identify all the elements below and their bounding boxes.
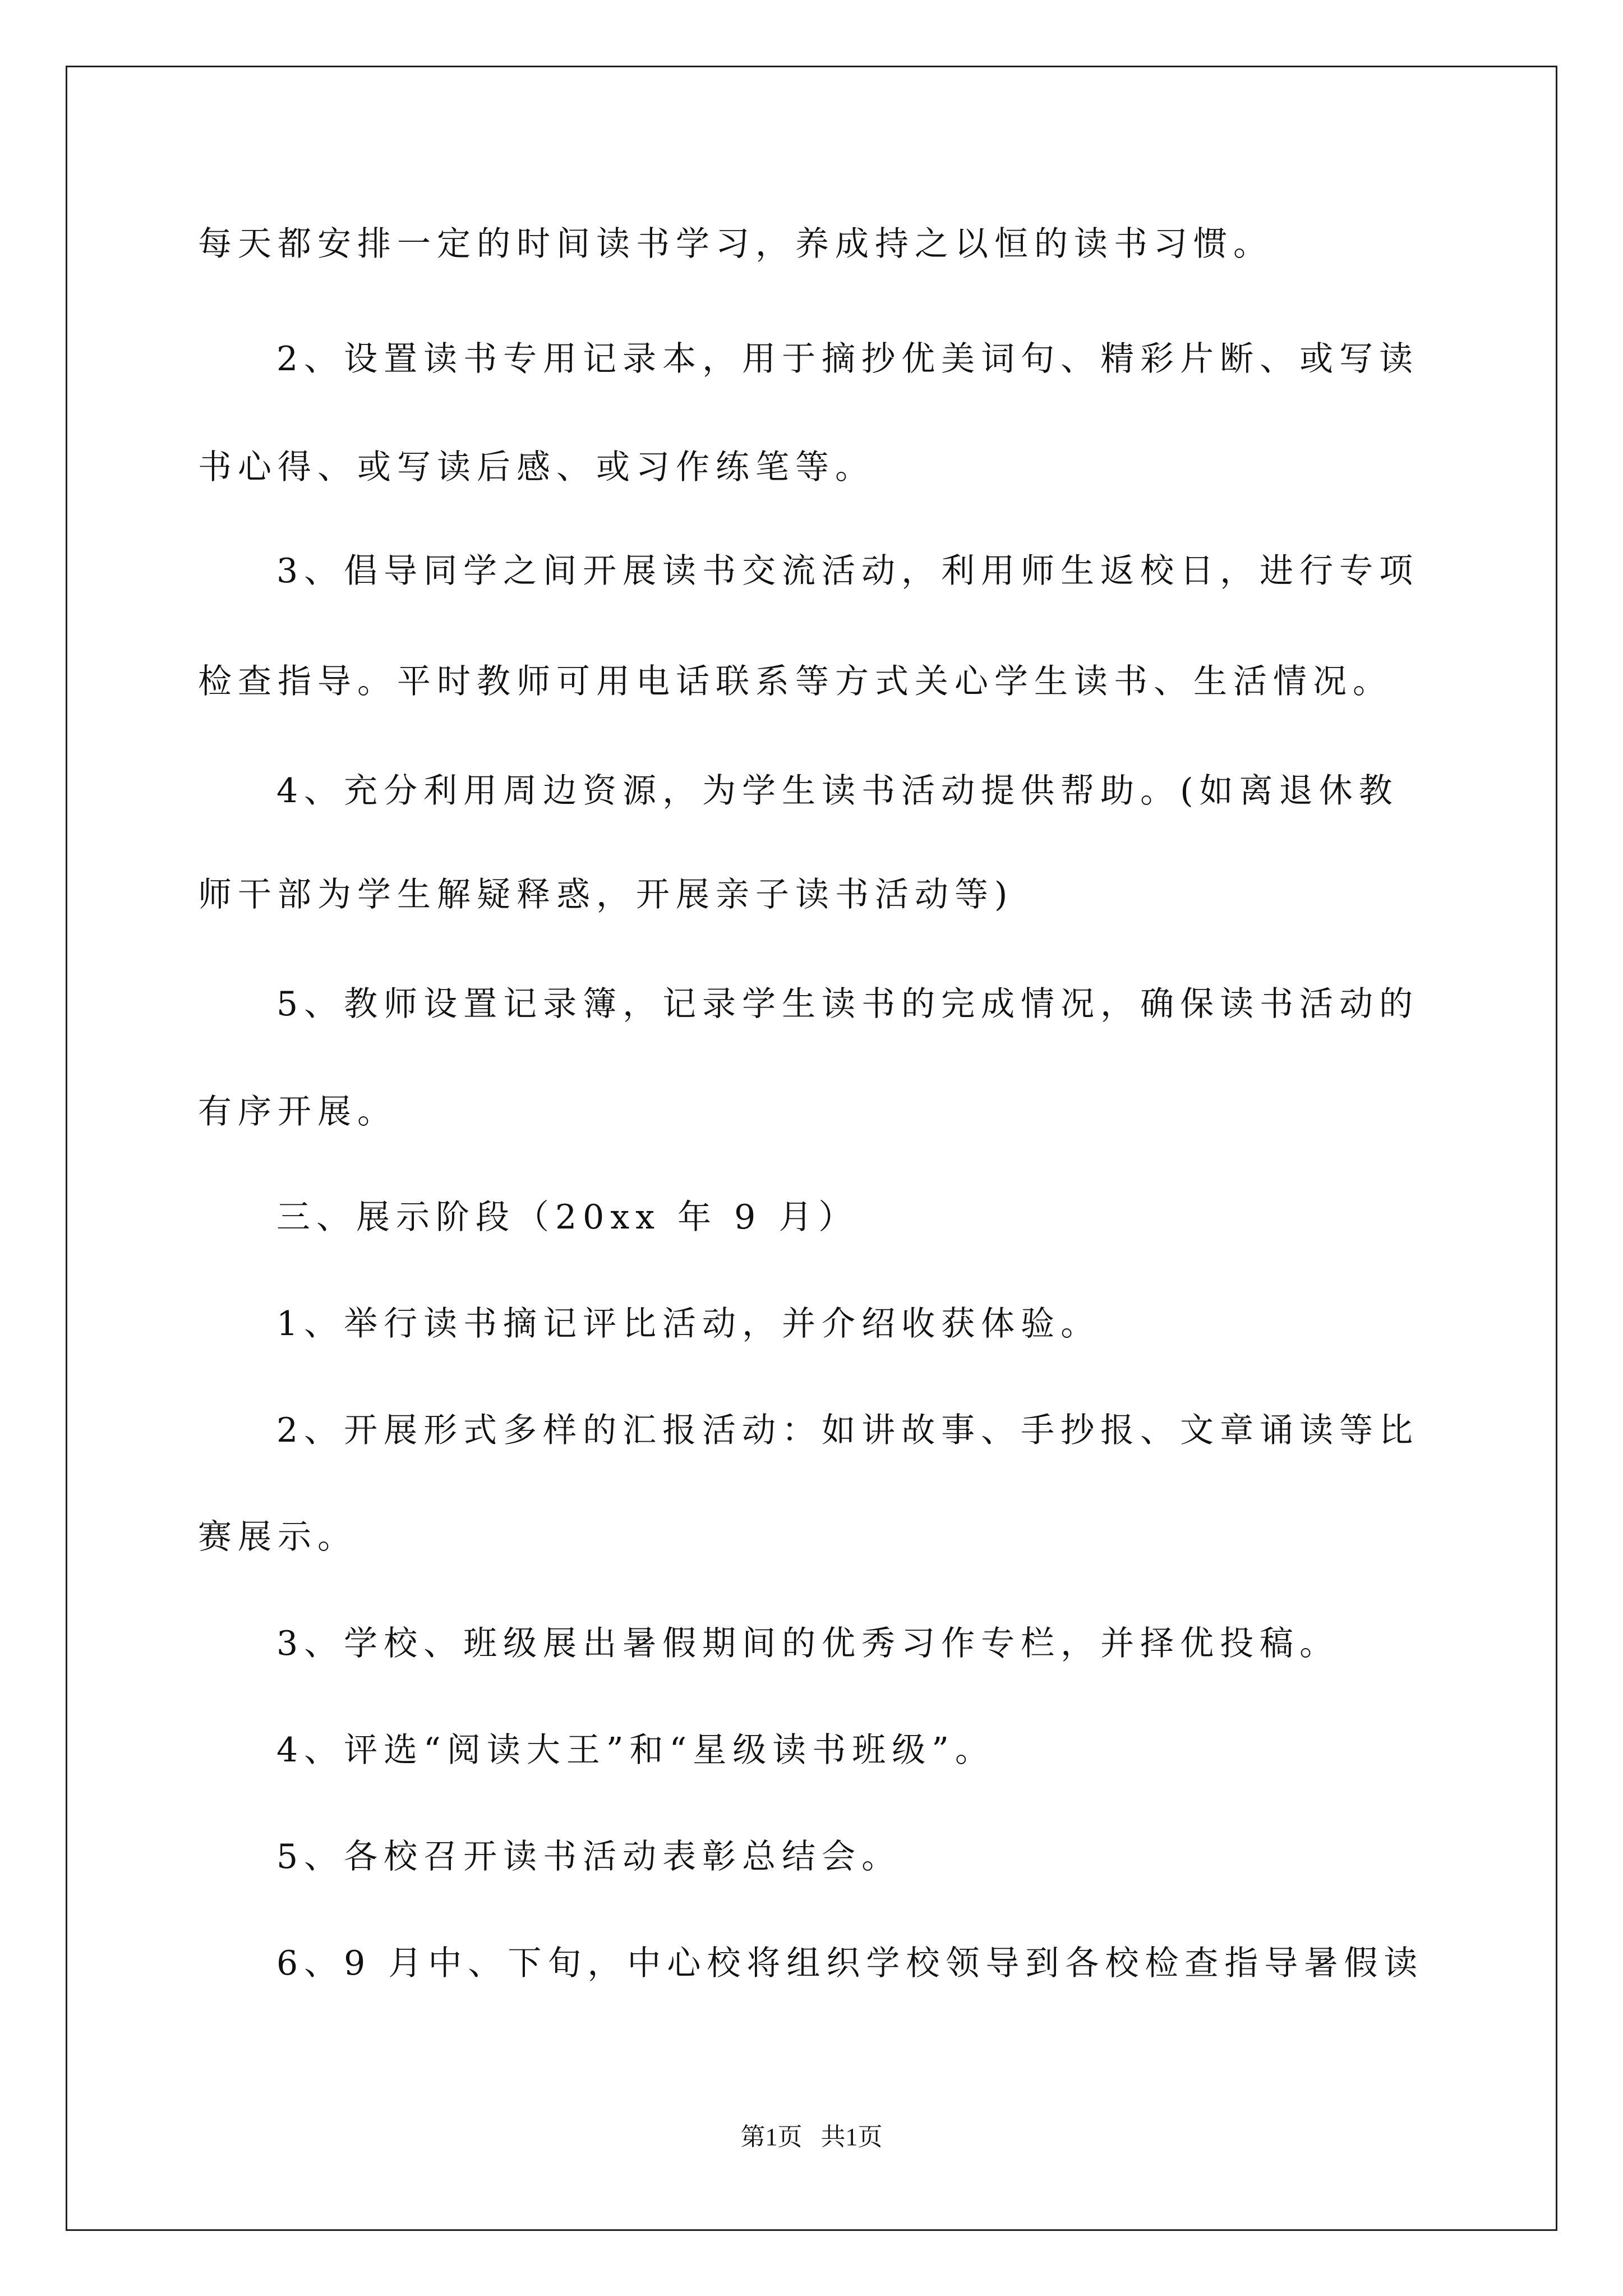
page-border (66, 66, 1557, 2231)
body-line-16: 5、各校召开读书活动表彰总结会。 (276, 1837, 902, 1876)
body-line-7: 师干部为学生解疑释惑，开展亲子读书活动等) (198, 875, 1014, 914)
body-line-3: 书心得、或写读后感、或习作练笔等。 (198, 448, 875, 487)
body-line-9: 有序开展。 (198, 1092, 397, 1131)
body-line-13: 赛展示。 (198, 1517, 357, 1557)
body-line-6: 4、充分利用周边资源，为学生读书活动提供帮助。(如离退休教 (276, 771, 1399, 811)
body-line-4: 3、倡导同学之间开展读书交流活动，利用师生返校日，进行专项 (276, 551, 1419, 591)
body-line-11: 1、举行读书摘记评比活动，并介绍收获体验。 (276, 1304, 1101, 1343)
body-line-8: 5、教师设置记录簿，记录学生读书的完成情况，确保读书活动的 (276, 984, 1419, 1024)
body-line-1: 每天都安排一定的时间读书学习，养成持之以恒的读书习惯。 (198, 224, 1273, 264)
section-heading: 三、展示阶段（20xx 年 9 月） (276, 1198, 859, 1237)
body-line-12: 2、开展形式多样的汇报活动：如讲故事、手抄报、文章诵读等比 (276, 1411, 1419, 1450)
body-line-5: 检查指导。平时教师可用电话联系等方式关心学生读书、生活情况。 (198, 662, 1393, 701)
body-line-15: 4、评选“阅读大王”和“星级读书班级”。 (276, 1731, 995, 1770)
body-line-2: 2、设置读书专用记录本，用于摘抄优美词句、精彩片断、或写读 (276, 339, 1419, 379)
body-line-14: 3、学校、班级展出暑假期间的优秀习作专栏，并择优投稿。 (276, 1624, 1340, 1663)
body-line-17: 6、9 月中、下旬，中心校将组织学校领导到各校检查指导暑假读 (276, 1944, 1424, 1983)
page-footer: 第1页 共1页 (740, 2123, 883, 2151)
